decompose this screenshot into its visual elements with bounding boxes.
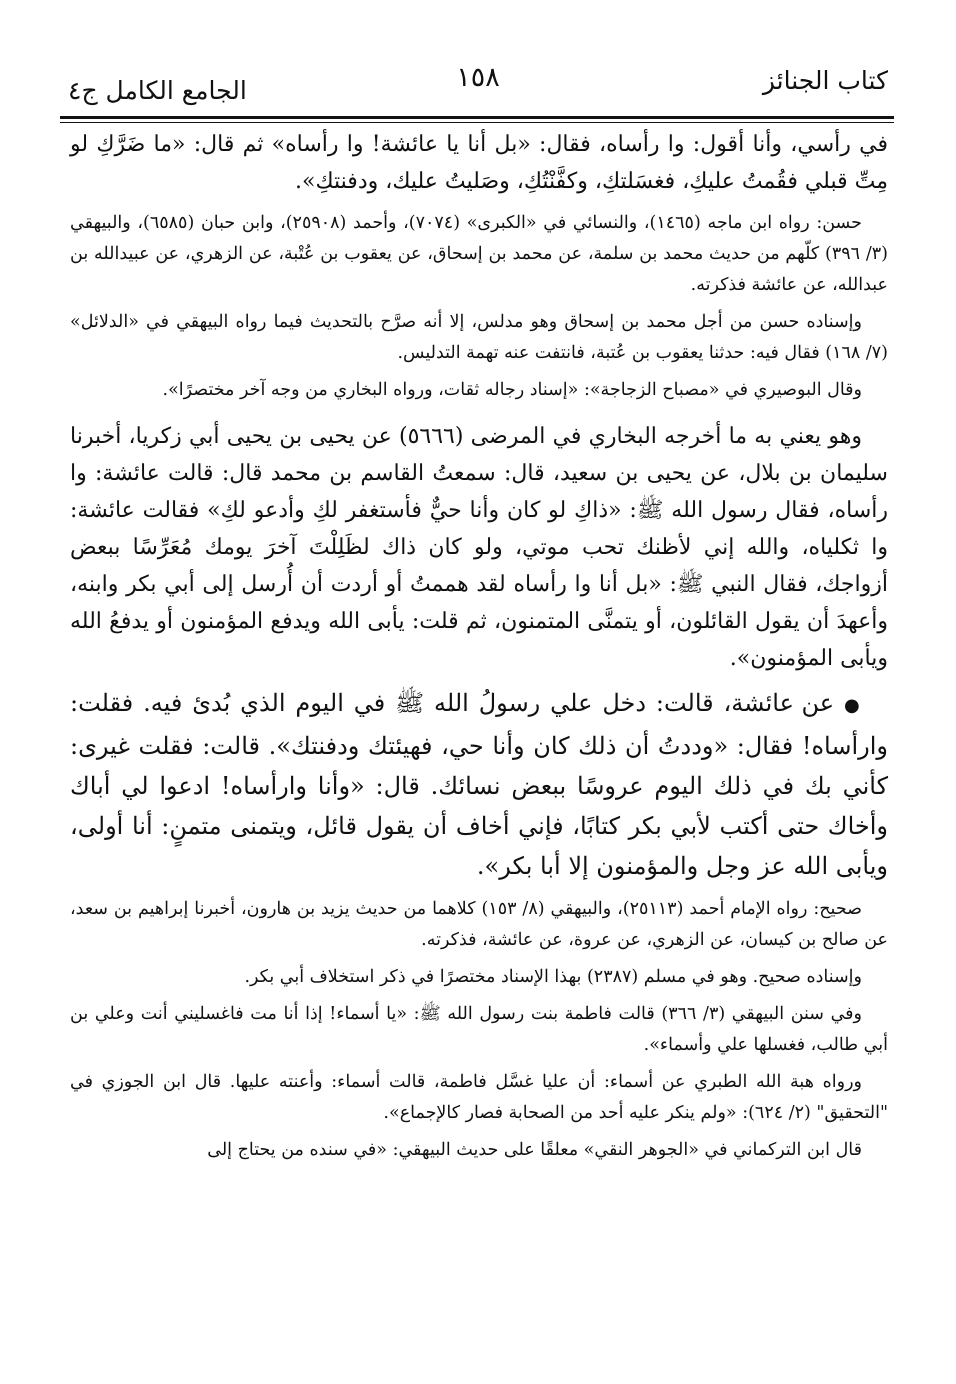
grading-note: حسن: رواه ابن ماجه (١٤٦٥)، والنسائي في «الكبرى» (٧٠٧٤)، وأحمد (٢٥٩٠٨)، وابن حبان (٦٥٨٥)، والبيهقي (٣/ ٣٩٦) كلّهم من حديث محمد بن سلمة، عن محمد بن إسحاق، عن يعقوب بن عُتْبة، عن الزهري، عن عبيدالله بن عبدالله، عن عائشة فذكرته. bbox=[70, 213, 888, 295]
running-header bbox=[66, 62, 890, 108]
bayhaqi-note: وفي سنن البيهقي (٣/ ٣٦٦) قالت فاطمة بنت رسول الله ﷺ: «يا أسماء! إذا أنا مت فاغسليني أنت وعلي بن أبي طالب، فغسلها علي وأسماء». bbox=[70, 1004, 888, 1055]
tabari-note: ورواه هبة الله الطبري عن أسماء: أن عليا غسَّل فاطمة، قالت أسماء: وأعنته عليها. قال ابن الجوزي في "التحقيق" (٢/ ٦٢٤): «ولم ينكر عليه أحد من الصحابة فصار كالإجماع». bbox=[70, 1072, 888, 1123]
chapter-title: كتاب الجنائز bbox=[762, 66, 888, 95]
isnad-note: وإسناده حسن من أجل محمد بن إسحاق وهو مدلس، إلا أنه صرَّح بالتحديث فيما رواه البيهقي في «الدلائل» (٧/ ١٦٨) فقال فيه: حدثنا يعقوب بن عُتبة، فانتفت عنه تهمة التدليس. bbox=[70, 312, 888, 363]
hadith-continuation: في رأسي، وأنا أقول: وا رأساه، فقال: «بل أنا يا عائشة! وا رأساه» ثم قال: «ما ضَرَّكِ لو مِتِّ قبلي فقُمتُ عليكِ، فغسَلتكِ، وكفَّنْتُكِ، وصَليتُ عليك، ودفنتكِ». bbox=[70, 132, 888, 194]
bullet-marker: ● bbox=[844, 695, 862, 716]
book-title: الجامع الكامل ج٤ bbox=[68, 76, 247, 105]
grading-note-2: صحيح: رواه الإمام أحمد (٢٥١١٣)، والبيهقي (٨/ ١٥٣) كلاهما من حديث يزيد بن هارون، أخبرنا إبراهيم بن سعد، عن صالح بن كيسان، عن الزهري، عن عروة، عن عائشة، فذكرته. bbox=[70, 899, 888, 950]
busiri-note: وقال البوصيري في «مصباح الزجاجة»: «إسناد رجاله ثقات، ورواه البخاري من وجه آخر مختصرًا». bbox=[162, 380, 862, 400]
bukhari-note: وهو يعني به ما أخرجه البخاري في المرضى (٥٦٦٦) عن يحيى بن يحيى أبي زكريا، أخبرنا سليمان بن بلال، عن يحيى بن سعيد، قال: سمعتُ القاسم بن محمد قال: قالت عائشة: وا رأساه، فقال رسول الله ﷺ: «ذاكِ لو كان وأنا حيٌّ فأستغفر لكِ وأدعو لكِ» فقالت عائشة: وا ثكلياه، والله إني لأظنك تحب موتي، ولو كان ذاك لظَلِلْتَ آخرَ يومك مُعَرِّسًا ببعض أزواجك، فقال النبي ﷺ: «بل أنا وا رأساه لقد هممتُ أو أردت أن أُرسل إلى أبي بكر وابنه، وأعهدَ أن يقول القائلون، أو يتمنَّى المتمنون، ثم قلت: يأبى الله ويدفع المؤمنون أو يدفعُ الله ويأبى المؤمنون». bbox=[70, 424, 888, 671]
isnad-note-2: وإسناده صحيح. وهو في مسلم (٢٣٨٧) بهذا الإسناد مختصرًا في ذكر استخلاف أبي بكر. bbox=[244, 967, 862, 987]
page-body bbox=[70, 126, 888, 1166]
header-rule-thick bbox=[60, 116, 894, 119]
hadith-text: عن عائشة، قالت: دخل علي رسولُ الله ﷺ في اليوم الذي بُدئ فيه. فقلت: وارأساه! فقال: «وددتُ أن ذلك كان وأنا حي، فهيئتك ودفنتك». قالت: فقلت غيرى: كأني بك في ذلك اليوم عروسًا ببعض نسائك. قال: «وأنا وارأساه! ادعوا لي أباك وأخاك حتى أكتب لأبي بكر كتابًا، فإني أخاف أن يقول قائل، ويتمنى متمنٍ: أنا أولى، ويأبى الله عز وجل والمؤمنون إلا أبا بكر». bbox=[70, 689, 888, 880]
page-number: ١٥٨ bbox=[456, 62, 500, 93]
hadith-paragraph bbox=[70, 683, 888, 886]
header-rule-thin bbox=[60, 122, 894, 123]
turkmani-note: قال ابن التركماني في «الجوهر النقي» معلقًا على حديث البيهقي: «في سنده من يحتاج إلى bbox=[207, 1140, 862, 1160]
